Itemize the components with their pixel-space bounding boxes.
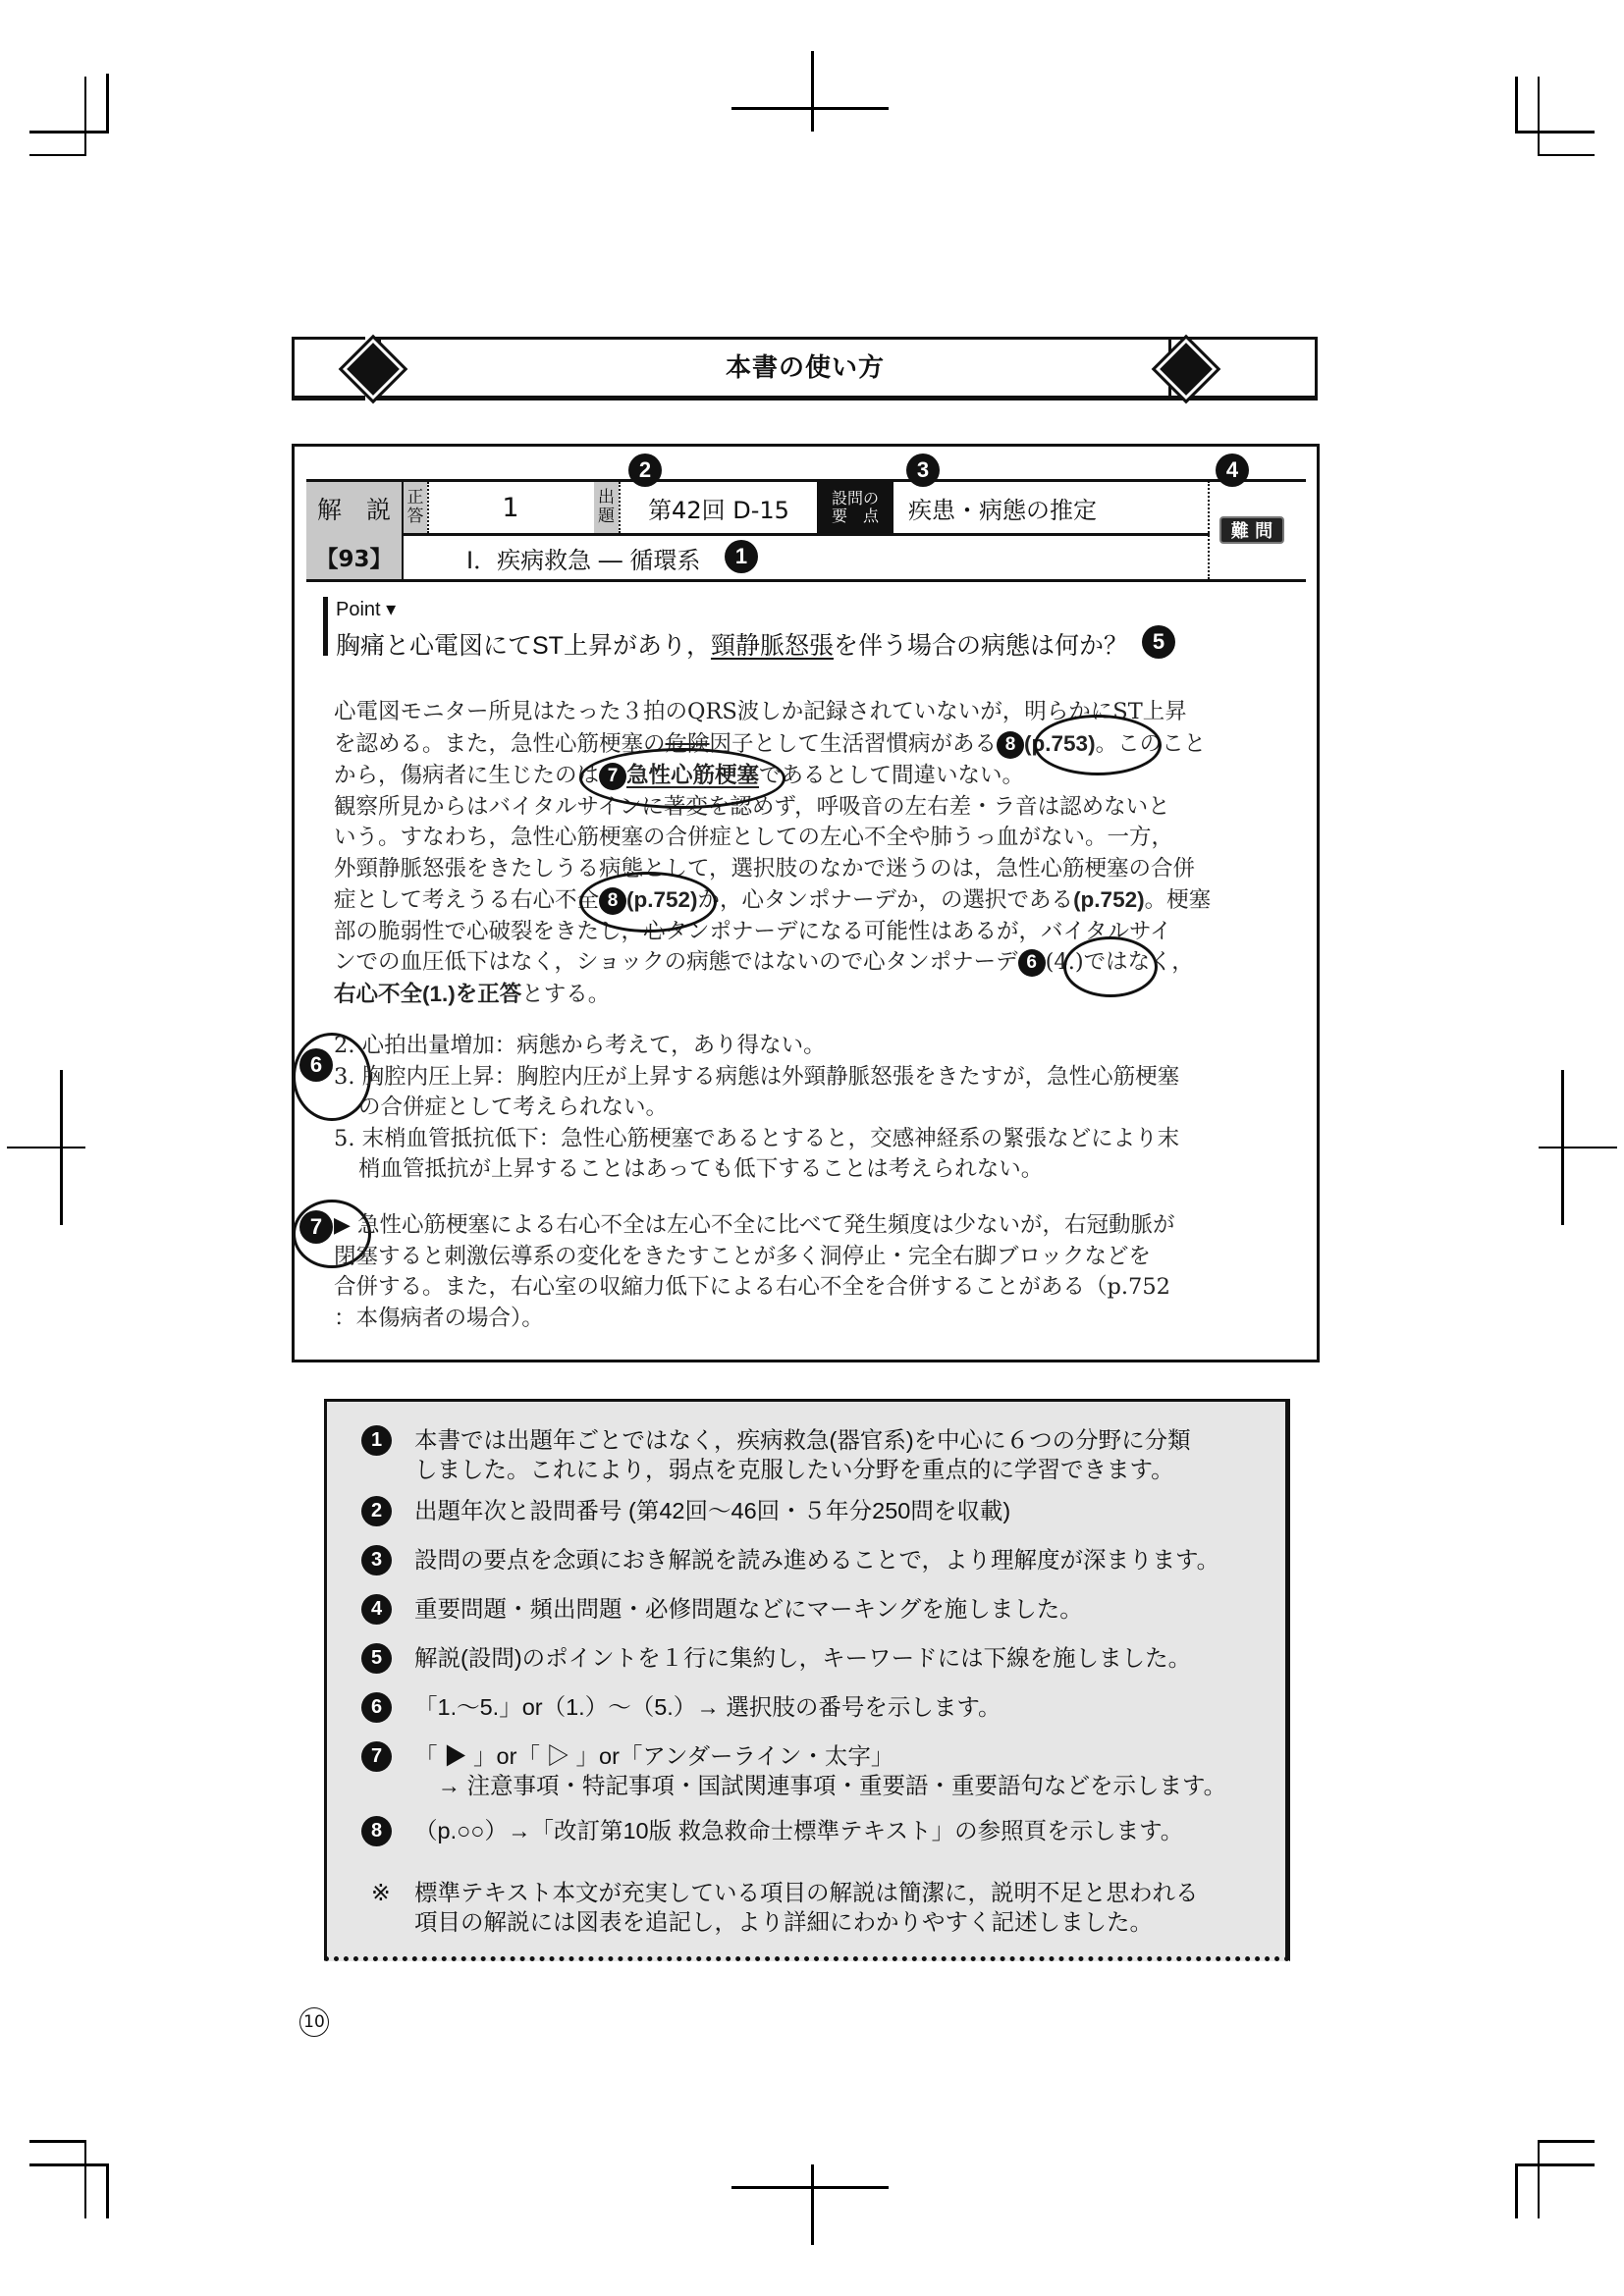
note-paragraph [334, 1210, 1280, 1334]
note-line: 合併する。また，右心室の収縮力低下による右心不全を合併することがある（p.752 [334, 1274, 1171, 1300]
legend-note-mark: ※ [371, 1880, 391, 1905]
legend-badge-5: 5 [361, 1643, 392, 1674]
legend-text-1b: しました。これにより，弱点を克服したい分野を重点的に学習できます。 [414, 1457, 1174, 1482]
note-line: 閉塞すると刺激伝導系の変化をきたすことが多く洞停止・完全右脚ブロックなどを [334, 1243, 1152, 1269]
callout-badge-3: 3 [906, 454, 940, 487]
diagnosis-keyword: 急性心筋梗塞 [626, 763, 760, 787]
body-line: 症として考えうる右心不全 8 (p.752)か，心タンポナーデか，の選択である(p.752)。梗塞 [334, 887, 1212, 913]
legend-note-line-2: 項目の解説には図表を追記し，より詳細にわかりやすく記述しました。 [414, 1909, 1153, 1935]
callout-badge-6-choices: 6 [299, 1048, 333, 1082]
body-line: 右心不全(1.)を正答とする。 [334, 981, 611, 1007]
answer-value: 1 [502, 492, 519, 523]
body-line: を認める。また，急性心筋梗塞の危険因子として生活習慣病がある 8 (p.753)。このこと [334, 730, 1207, 757]
page-title: 本書の使い方 [725, 353, 885, 383]
point-question [336, 626, 1128, 662]
point-question-prefix: 胸痛と心電図にてST上昇があり， [336, 632, 711, 660]
label-yoten-2: 要 点 [831, 507, 879, 525]
legend-text-2: 出題年次と設問番号 (第42回〜46回・５年分250問を収載) [414, 1498, 1011, 1523]
body-line: いう。すなわち，急性心筋梗塞の合併症としての左心不全や肺うっ血がない。一方， [334, 825, 1174, 850]
point-keyword: 頸静脈怒張 [710, 632, 834, 660]
annotation-ring-6a [1063, 936, 1158, 997]
reference-page-752b: (p.752) [1073, 887, 1145, 912]
body-line: 外頸静脈怒張をきたしうる病態として，選択肢のなかで迷うのは，急性心筋梗塞の合併 [334, 855, 1196, 881]
legend-badge-4: 4 [361, 1594, 392, 1625]
legend-text-5: 解説(設問)のポイントを１行に集約し，キーワードには下線を施しました。 [414, 1645, 1192, 1671]
choice-item: 3. 胸腔内圧上昇：胸腔内圧が上昇する病態は外頸静脈怒張をきたすが，急性心筋梗塞 [334, 1063, 1180, 1090]
callout-badge-6: 6 [1018, 949, 1046, 977]
callout-badge-8b: 8 [599, 887, 626, 915]
legend-badge-6: 6 [361, 1692, 392, 1723]
callout-badge-2: 2 [628, 454, 662, 487]
legend-text-7b: → 注意事項・特記事項・国試関連事項・重要語・重要語句などを示します。 [414, 1773, 1227, 1798]
body-line: から，傷病者に生じたのは 7 急性心筋梗塞であるとして間違いない。 [334, 763, 1025, 788]
correct-answer-statement: 右心不全(1.)を正答 [334, 981, 522, 1006]
legend-text-6: 「1.〜5.」or（1.）〜（5.）→ 選択肢の番号を示します。 [414, 1694, 1001, 1720]
legend-text-8: （p.○○）→「改訂第10版 救急救命士標準テキスト」の参照頁を示します。 [414, 1818, 1184, 1843]
callout-badge-1: 1 [725, 540, 758, 573]
point-bar [323, 597, 328, 656]
label-kaisetsu: 解 説 [316, 496, 391, 524]
question-number: 【93】 [315, 546, 393, 572]
annotation-ring-7 [579, 748, 785, 809]
legend-badge-2: 2 [361, 1496, 392, 1526]
question-topic: 疾患・病態の推定 [908, 496, 1097, 524]
choice-item-cont: 梢血管抵抗が上昇することはあっても低下することは考えられない。 [358, 1156, 1044, 1182]
body-line: 部の脆弱性で心破裂をきたし，心タンポナーデになる可能性はあるが，バイタルサイ [334, 918, 1172, 944]
legend-badge-7: 7 [361, 1741, 392, 1772]
choice-item-cont: の合併症として考えられない。 [358, 1095, 669, 1120]
legend-text-4: 重要問題・頻出問題・必修問題などにマーキングを施しました。 [414, 1596, 1083, 1622]
callout-badge-5: 5 [1142, 625, 1175, 659]
label-shutsudai: 出題 [598, 488, 615, 526]
body-line: 観察所見からはバイタルサインに著変を認めず，呼吸音の左右差・ラ音は認めないと [334, 793, 1170, 820]
callout-badge-7-note: 7 [299, 1210, 333, 1244]
reference-page-752: (p.752) [626, 887, 698, 912]
choice-item: 2. 心拍出量増加：病態から考えて，あり得ない。 [334, 1033, 826, 1058]
choice-ref-4: (4.) [1045, 949, 1084, 975]
category-label: Ⅰ．疾病救急 ― 循環系 [466, 546, 701, 574]
note-line: 急性心筋梗塞による右心不全は左心不全に比べて発生頻度は少ないが，右冠動脈が [357, 1212, 1175, 1238]
callout-badge-4: 4 [1216, 454, 1249, 487]
annotation-ring-8b [579, 872, 717, 933]
difficulty-badge: 難 問 [1219, 516, 1284, 544]
arrow-marker-icon: ▶ [334, 1213, 351, 1238]
legend-text-1a: 本書では出題年ごとではなく，疾病救急(器官系)を中心に６つの分野に分類 [414, 1427, 1191, 1453]
choice-item: 5. 末梢血管抵抗低下：急性心筋梗塞であるとすると，交感神経系の緊張などにより末 [334, 1125, 1180, 1151]
callout-badge-7: 7 [599, 763, 626, 790]
legend-badge-3: 3 [361, 1545, 392, 1575]
legend-text-3: 設問の要点を念頭におき解説を読み進めることで，より理解度が深まります。 [414, 1547, 1220, 1573]
body-line: 心電図モニター所見はたった３拍のQRS波しか記録されていないが，明らかにST上昇 [334, 699, 1187, 724]
callout-badge-8: 8 [997, 731, 1024, 759]
label-yoten-1: 設問の [831, 489, 879, 507]
page-number: 10 [299, 2007, 329, 2037]
point-question-suffix: を伴う場合の病態は何か？ [833, 632, 1128, 660]
note-line: ：本傷病者の場合）。 [334, 1305, 544, 1331]
label-seitou: 正答 [406, 488, 424, 526]
exam-session: 第42回 D-15 [648, 496, 789, 524]
annotation-ring-8a [1034, 715, 1162, 775]
legend-note-line-1: 標準テキスト本文が充実している項目の解説は簡潔に，説明不足と思われる [414, 1880, 1199, 1905]
point-label: Point ▾ [336, 599, 397, 620]
choice-explanations [334, 1031, 1276, 1186]
legend-badge-8: 8 [361, 1816, 392, 1846]
legend-text-7a: 「 ▶ 」or「 ▷ 」or「アンダーライン・太字」 [414, 1743, 894, 1769]
legend-badge-1: 1 [361, 1425, 392, 1456]
body-line: ンでの血圧低下はなく，ショックの病態ではないので心タンポナーデ 6 (4.)ではなく， [334, 949, 1194, 975]
reference-page-753: (p.753) [1024, 730, 1096, 756]
